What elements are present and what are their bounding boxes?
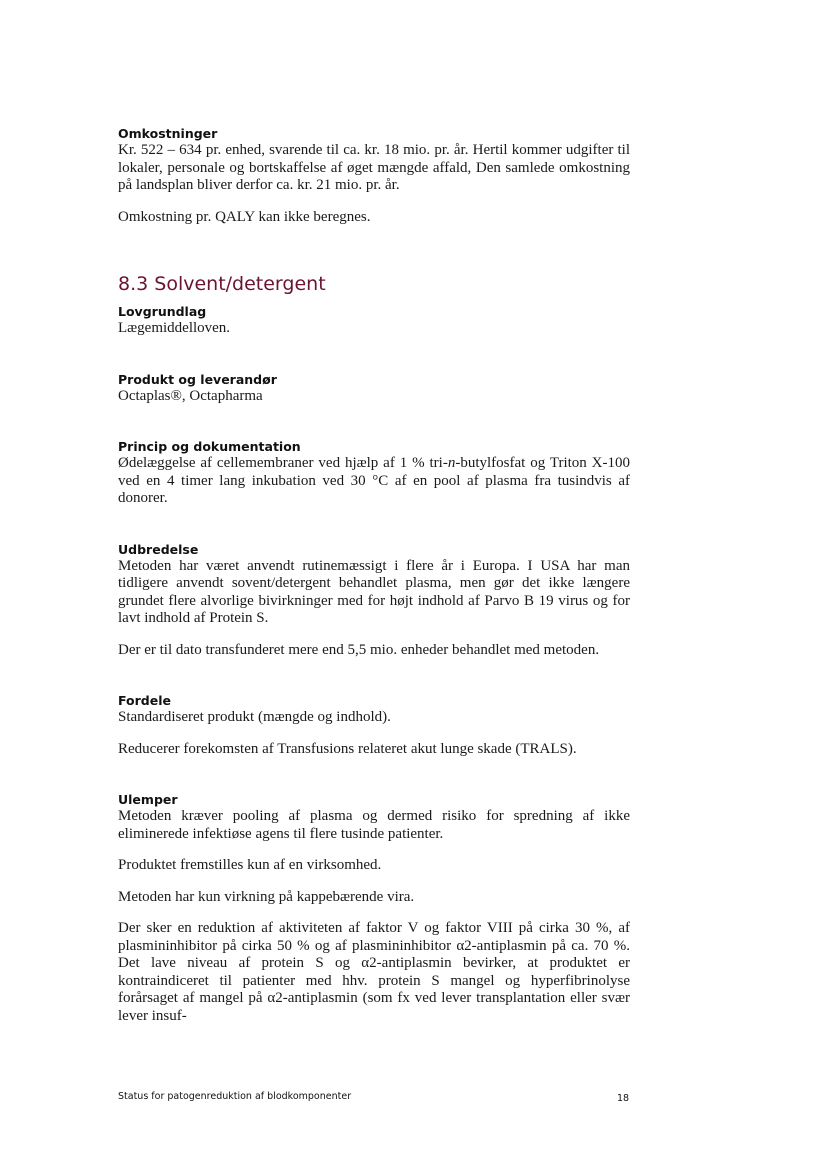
omkostninger-paragraph-2: Omkostning pr. QALY kan ikke beregnes. <box>118 208 371 225</box>
princip-text-italic: n <box>447 455 456 471</box>
ulemper-paragraph-2: Produktet fremstilles kun af en virksomhed. <box>118 857 382 873</box>
heading-lovgrundlag: Lovgrundlag <box>118 304 207 319</box>
heading-princip: Princip og dokumentation <box>118 439 301 454</box>
princip-text-end: -butylfosfat og Triton X-100 ved en 4 timer lang inkubation ved 30 °C af en pool af plasma fra tusindvis af donorer. <box>118 455 630 506</box>
heading-produkt: Produkt og leverandør <box>118 371 277 387</box>
princip-text <box>118 455 630 508</box>
produkt-text: Octaplas®, Octapharma <box>118 387 263 404</box>
ulemper-paragraph-1: Metoden kræver pooling af plasma og dermed risiko for spredning af ikke eliminerede infektiøse agens til flere tusinde patienter. <box>118 808 630 842</box>
section-title-8-3: 8.3 Solvent/detergent <box>118 273 326 295</box>
fordele-paragraph-1: Standardiseret produkt (mængde og indhold). <box>118 709 391 725</box>
heading-fordele: Fordele <box>118 693 171 708</box>
princip-text-start: Ødelæggelse af cellemembraner ved hjælp af 1 % tri- <box>118 455 448 471</box>
page-content <box>118 126 630 1025</box>
lovgrundlag-text: Lægemiddelloven. <box>118 320 231 336</box>
heading-omkostninger: Omkostninger <box>118 126 218 141</box>
fordele-paragraph-2: Reducerer forekomsten af Transfusions relateret akut lunge skade (TRALS). <box>118 740 577 757</box>
heading-ulemper: Ulemper <box>118 792 178 807</box>
udbredelse-paragraph-1: Metoden har været anvendt rutinemæssigt i flere år i Europa. I USA har man tidligere anvendt sovent/detergent behandlet plasma, men gør det ikke længere grundet flere alvorlige bivirkninger med for højt indhold af Parvo B 19 virus og for lavt indhold af Protein S. <box>118 557 630 626</box>
ulemper-paragraph-3: Metoden har kun virkning på kappebærende vira. <box>118 888 415 905</box>
heading-udbredelse: Udbredelse <box>118 541 199 557</box>
udbredelse-paragraph-2: Der er til dato transfunderet mere end 5,5 mio. enheder behandlet med metoden. <box>118 641 600 658</box>
footer-title: Status for patogenreduktion af blodkomponenter <box>118 1091 352 1102</box>
omkostninger-paragraph-1: Kr. 522 – 634 pr. enhed, svarende til ca. kr. 18 mio. pr. år. Hertil kommer udgifter til lokaler, personale og bortskaffelse af øget mængde affald, Den samlede omkostning på landsplan bliver derfor ca. kr. 21 mio. pr. år. <box>118 142 630 193</box>
ulemper-paragraph-4: Der sker en reduktion af aktiviteten af faktor V og faktor VIII på cirka 30 %, af plasmininhibitor på cirka 50 % og af plasmininhibitor α2-antiplasmin på ca. 70 %. Det lave niveau af protein S og α2-antiplasmin bevirker, at produktet er kontraindiceret til patienter med hhv. protein S mangel og hyperfibrinolyse forårsaget af mangel på α2-antiplasmin (som fx ved lever transplantation eller svær lever insuf- <box>118 920 630 1024</box>
page-number: 18 <box>617 1093 630 1104</box>
